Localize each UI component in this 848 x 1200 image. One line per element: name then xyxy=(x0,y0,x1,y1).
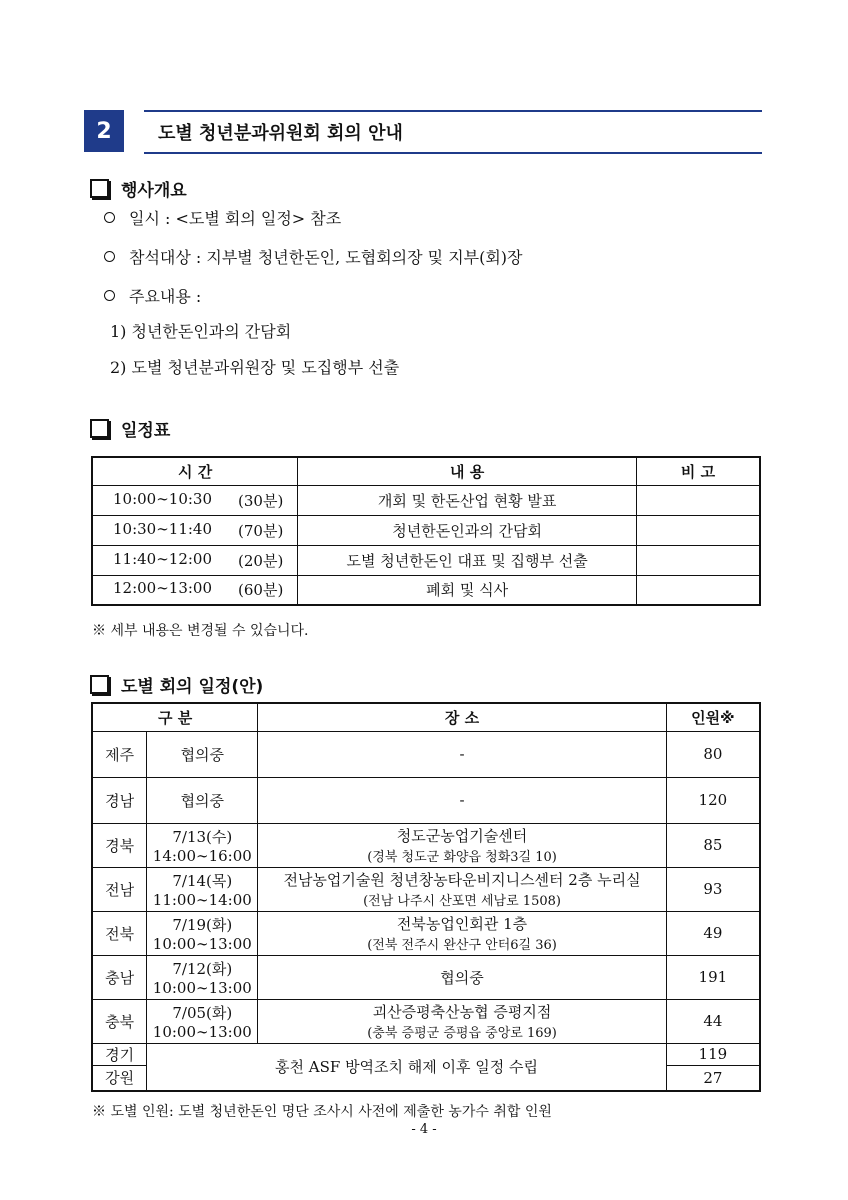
section-number: 2 xyxy=(84,110,124,152)
count-cell: 85 xyxy=(666,823,760,867)
column-header: 내 용 xyxy=(298,457,637,485)
checkbox-square-icon xyxy=(90,675,109,694)
count-cell: 120 xyxy=(666,777,760,823)
merged-place-cell: 홍천 ASF 방역조치 해제 이후 일정 수립 xyxy=(147,1043,666,1091)
section-header xyxy=(84,110,762,152)
note-cell xyxy=(636,485,760,515)
table-row xyxy=(92,545,760,575)
region-cell: 충북 xyxy=(92,999,147,1043)
count-cell: 44 xyxy=(666,999,760,1043)
count-cell: 119 xyxy=(666,1043,760,1065)
place-cell: - xyxy=(258,777,666,823)
place-cell: 청도군농업기술센터 (경북 청도군 화양읍 청화3길 10) xyxy=(258,823,666,867)
checkbox-square-icon xyxy=(90,419,109,438)
region-cell: 전남 xyxy=(92,867,147,911)
overview-item: 주요내용 : xyxy=(104,284,201,307)
time-cell: 11:40∼12:00 xyxy=(113,549,213,568)
overview-heading-text: 행사개요 xyxy=(121,181,187,201)
column-header: 인원※ xyxy=(666,703,760,731)
region-cell: 충남 xyxy=(92,955,147,999)
circle-bullet-icon xyxy=(104,212,115,223)
meetings-heading-text: 도별 회의 일정(안) xyxy=(121,677,264,697)
note-cell xyxy=(636,515,760,545)
table-row xyxy=(92,575,760,605)
overview-subitem: 1) 청년한돈인과의 간담회 xyxy=(110,322,292,341)
table-row xyxy=(92,999,760,1043)
date-cell: 7/12(화) 10:00∼13:00 xyxy=(147,955,258,999)
place-cell: 전북농업인회관 1층 (전북 전주시 완산구 안터6길 36) xyxy=(258,911,666,955)
circle-bullet-icon xyxy=(104,290,115,301)
date-cell: 7/13(수) 14:00∼16:00 xyxy=(147,823,258,867)
date-cell: 7/05(화) 10:00∼13:00 xyxy=(147,999,258,1043)
date-cell: 7/19(화) 10:00∼13:00 xyxy=(147,911,258,955)
duration-cell: (60분) xyxy=(238,581,284,600)
duration-cell: (70분) xyxy=(238,521,284,540)
duration-cell: (30분) xyxy=(238,491,284,510)
column-header: 구 분 xyxy=(92,703,258,731)
content-cell: 도별 청년한돈인 대표 및 집행부 선출 xyxy=(298,545,637,575)
table-row xyxy=(92,867,760,911)
table-row xyxy=(92,1043,760,1065)
place-cell: 괴산증평축산농협 증평지점 (충북 증평군 증평읍 중앙로 169) xyxy=(258,999,666,1043)
table-row xyxy=(92,731,760,777)
overview-heading xyxy=(90,176,187,201)
column-header: 장 소 xyxy=(258,703,666,731)
place-cell: - xyxy=(258,731,666,777)
meetings-table xyxy=(91,702,761,1092)
meetings-footnote: ※ 도별 인원: 도별 청년한돈인 명단 조사시 사전에 제출한 농가수 취합 인원 xyxy=(92,1104,552,1120)
region-cell: 제주 xyxy=(92,731,147,777)
column-header: 비 고 xyxy=(636,457,760,485)
overview-item: 일시 : <도별 회의 일정> 참조 xyxy=(104,206,341,229)
page-number: - 4 - xyxy=(411,1122,437,1137)
note-cell xyxy=(636,545,760,575)
date-cell: 협의중 xyxy=(147,731,258,777)
table-row xyxy=(92,515,760,545)
time-cell: 10:00∼10:30 xyxy=(113,489,213,508)
count-cell: 191 xyxy=(666,955,760,999)
table-row xyxy=(92,485,760,515)
count-cell: 80 xyxy=(666,731,760,777)
column-header: 시 간 xyxy=(92,457,298,485)
circle-bullet-icon xyxy=(104,251,115,262)
table-row xyxy=(92,955,760,999)
region-cell: 강원 xyxy=(92,1065,147,1091)
schedule-heading-text: 일정표 xyxy=(121,421,171,441)
content-cell: 개회 및 한돈산업 현황 발표 xyxy=(298,485,637,515)
schedule-footnote: ※ 세부 내용은 변경될 수 있습니다. xyxy=(92,623,309,639)
date-cell: 7/14(목) 11:00∼14:00 xyxy=(147,867,258,911)
time-cell: 10:30∼11:40 xyxy=(113,519,213,538)
content-cell: 폐회 및 식사 xyxy=(298,575,637,605)
table-row xyxy=(92,777,760,823)
note-cell xyxy=(636,575,760,605)
overview-subitem: 2) 도별 청년분과위원장 및 도집행부 선출 xyxy=(110,358,400,377)
region-cell: 경북 xyxy=(92,823,147,867)
table-row xyxy=(92,823,760,867)
place-cell: 전남농업기술원 청년창농타운비지니스센터 2층 누리실 (전남 나주시 산포면 세남로 1508) xyxy=(258,867,666,911)
table-row xyxy=(92,911,760,955)
content-cell: 청년한돈인과의 간담회 xyxy=(298,515,637,545)
overview-item: 참석대상 : 지부별 청년한돈인, 도협회의장 및 지부(회)장 xyxy=(104,245,523,268)
section-title: 도별 청년분과위원회 회의 안내 xyxy=(144,110,762,154)
checkbox-square-icon xyxy=(90,179,109,198)
schedule-table xyxy=(91,456,761,606)
schedule-heading xyxy=(90,416,170,441)
place-cell: 협의중 xyxy=(258,955,666,999)
region-cell: 전북 xyxy=(92,911,147,955)
time-cell: 12:00∼13:00 xyxy=(113,579,213,598)
region-cell: 경남 xyxy=(92,777,147,823)
meetings-heading xyxy=(90,672,263,697)
count-cell: 49 xyxy=(666,911,760,955)
count-cell: 93 xyxy=(666,867,760,911)
region-cell: 경기 xyxy=(92,1043,147,1065)
duration-cell: (20분) xyxy=(238,551,284,570)
date-cell: 협의중 xyxy=(147,777,258,823)
count-cell: 27 xyxy=(666,1065,760,1091)
